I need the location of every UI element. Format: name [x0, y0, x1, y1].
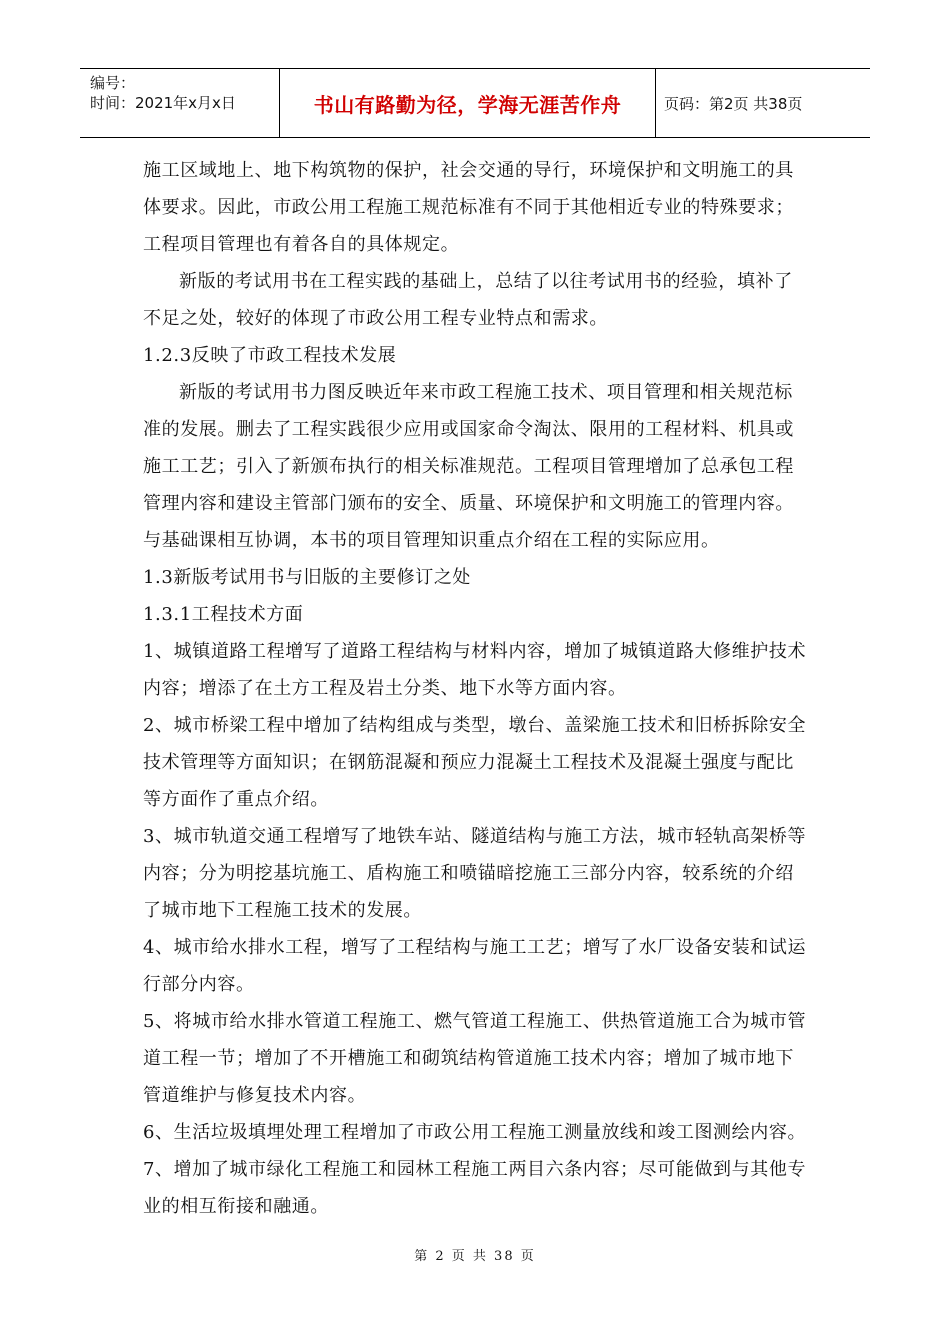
list-item: 1、城镇道路工程增写了道路工程结构与材料内容，增加了城镇道路大修维护技术内容；增添了在土方工程及岩土分类、地下水等方面内容。	[143, 641, 807, 699]
paragraph: 新版的考试用书在工程实践的基础上，总结了以往考试用书的经验，填补了不足之处，较好的体现了市政公用工程专业特点和需求。	[143, 271, 793, 329]
page-footer	[0, 1245, 950, 1264]
paragraph: 新版的考试用书力图反映近年来市政工程施工技术、项目管理和相关规范标准的发展。删去了工程实践很少应用或国家命令淘汰、限用的工程材料、机具或施工工艺；引入了新颁布执行的相关标准规范。工程项目管理增加了总承包工程管理内容和建设主管部门颁布的安全、质量、环境保护和文明施工的管理内容。与基础课相互协调，本书的项目管理知识重点介绍在工程的实际应用。	[143, 382, 794, 551]
document-date: 时间：2021年x月x日	[90, 94, 236, 112]
list-item: 5、将城市给水排水管道工程施工、燃气管道工程施工、供热管道施工合为城市管道工程一节；增加了不开槽施工和砌筑结构管道施工技术内容；增加了城市地下管道维护与修复技术内容。	[143, 1011, 807, 1106]
paragraph: 施工区域地上、地下构筑物的保护，社会交通的导行，环境保护和文明施工的具体要求。因此，市政公用工程施工规范标准有不同于其他相近专业的特殊要求；工程项目管理也有着各自的具体规定。	[143, 160, 794, 255]
section-heading: 1.3新版考试用书与旧版的主要修订之处	[143, 567, 472, 588]
subsection-heading: 1.3.1工程技术方面	[143, 604, 304, 625]
document-body	[143, 152, 808, 1225]
list-item: 2、城市桥梁工程中增加了结构组成与类型，墩台、盖梁施工技术和旧桥拆除安全技术管理等方面知识；在钢筋混凝和预应力混凝土工程技术及混凝土强度与配比等方面作了重点介绍。	[143, 715, 807, 810]
list-item: 6、生活垃圾填埋处理工程增加了市政公用工程施工测量放线和竣工图测绘内容。	[143, 1122, 807, 1143]
section-heading: 1.2.3反映了市政工程技术发展	[143, 345, 397, 366]
list-item: 7、增加了城市绿化工程施工和园林工程施工两目六条内容；尽可能做到与其他专业的相互衔接和融通。	[143, 1159, 807, 1217]
header-motto: 书山有路勤为径，学海无涯苦作舟	[313, 92, 622, 117]
header-motto-cell	[280, 69, 656, 137]
footer-page-number: 第 2 页 共 38 页	[414, 1249, 536, 1264]
list-item: 4、城市给水排水工程，增写了工程结构与施工工艺；增写了水厂设备安装和试运行部分内容。	[143, 937, 807, 995]
page-header	[80, 68, 870, 138]
document-code: 编号：	[90, 74, 136, 92]
header-page-cell	[656, 69, 870, 137]
header-meta	[80, 69, 280, 137]
list-item: 3、城市轨道交通工程增写了地铁车站、隧道结构与施工方法，城市轻轨高架桥等内容；分为明挖基坑施工、盾构施工和喷锚暗挖施工三部分内容，较系统的介绍了城市地下工程施工技术的发展。	[143, 826, 807, 921]
header-page-number: 页码：第2页 共38页	[664, 94, 803, 113]
